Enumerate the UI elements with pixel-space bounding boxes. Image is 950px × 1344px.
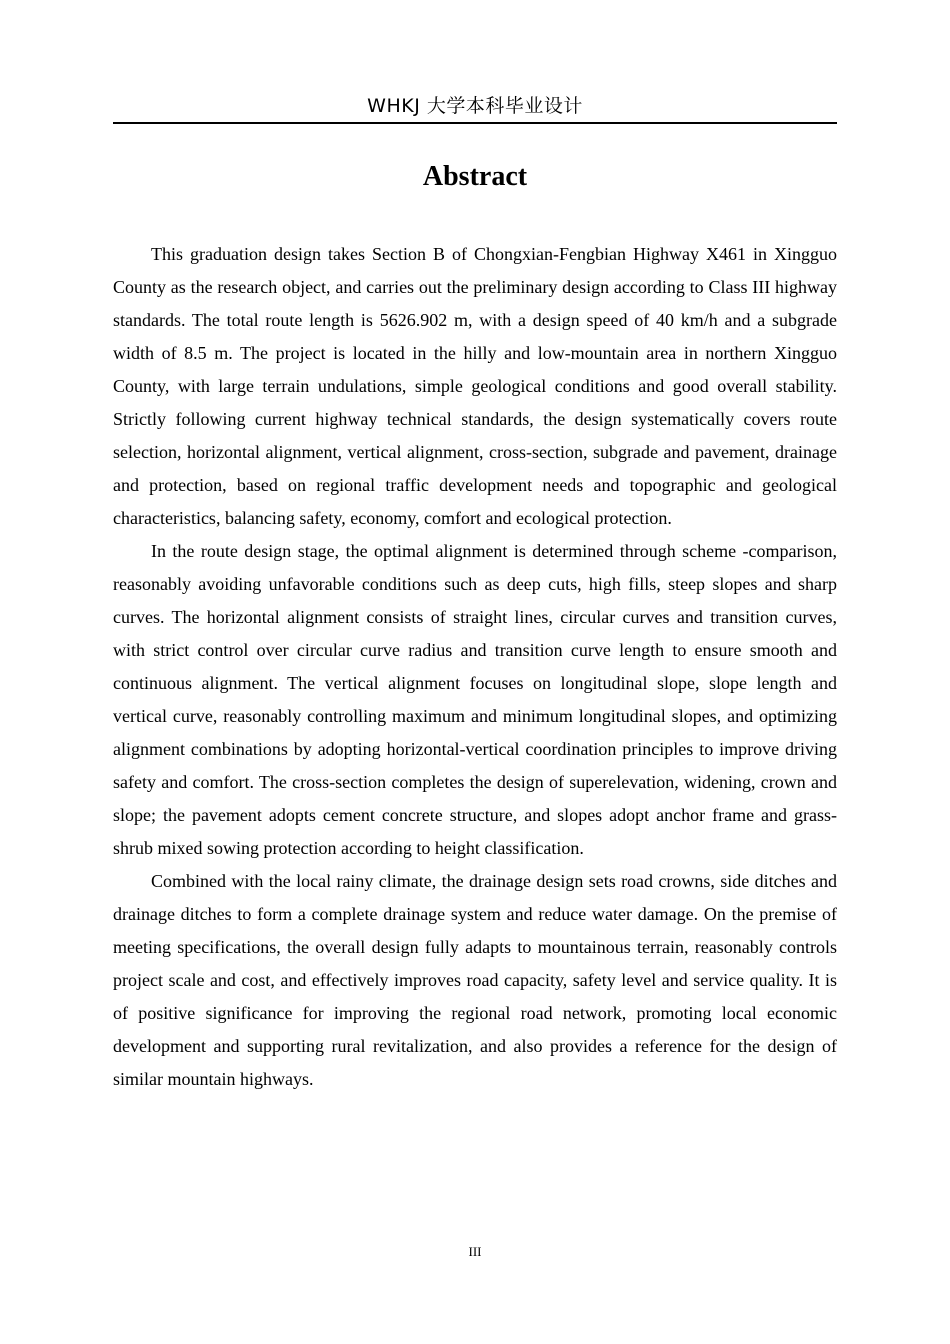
abstract-paragraph-1: This graduation design takes Section B of Chongxian-Fengbian Highway X461 in Xingguo County as the research object, and carries out the preliminary design according to Class III highway standards. The total route length is 5626.902 m, with a design speed of 40 km/h and a subgrade width of 8.5 m. The project is located in the hilly and low-mountain area in northern Xingguo County, with large terrain undulations, simple geological conditions and good overall stability. Strictly following current highway technical standards, the design systematically covers route selection, horizontal alignment, vertical alignment, cross-section, subgrade and pavement, drainage and protection, based on regional traffic development needs and topographic and geological characteristics, balancing safety, economy, comfort and ecological protection. xyxy=(113,244,837,528)
abstract-paragraph-3: Combined with the local rainy climate, the drainage design sets road crowns, side ditches and drainage ditches to form a complete drainage system and reduce water damage. On the premise of meeting specifications, the overall design fully adapts to mountainous terrain, reasonably controls project scale and cost, and effectively improves road capacity, safety level and service quality. It is of positive significance for improving the regional road network, promoting local economic development and supporting rural revitalization, and also provides a reference for the design of similar mountain highways. xyxy=(113,871,837,1089)
abstract-body xyxy=(113,238,837,1096)
page-number: III xyxy=(468,1244,482,1259)
header-title: WHKJ 大学本科毕业设计 xyxy=(367,95,583,117)
page-header xyxy=(113,92,837,124)
abstract-paragraph-2: In the route design stage, the optimal alignment is determined through scheme -comparison, reasonably avoiding unfavorable conditions such as deep cuts, high fills, steep slopes and sharp curves. The horizontal alignment consists of straight lines, circular curves and transition curves, with strict control over circular curve radius and transition curve length to ensure smooth and continuous alignment. The vertical alignment focuses on longitudinal slope, slope length and vertical curve, reasonably controlling maximum and minimum longitudinal slopes, and optimizing alignment combinations by adopting horizontal-vertical coordination principles to improve driving safety and comfort. The cross-section completes the design of superelevation, widening, crown and slope; the pavement adopts cement concrete structure, and slopes adopt anchor frame and grass-shrub mixed sowing protection according to height classification. xyxy=(113,541,837,858)
abstract-title: Abstract xyxy=(422,161,528,192)
